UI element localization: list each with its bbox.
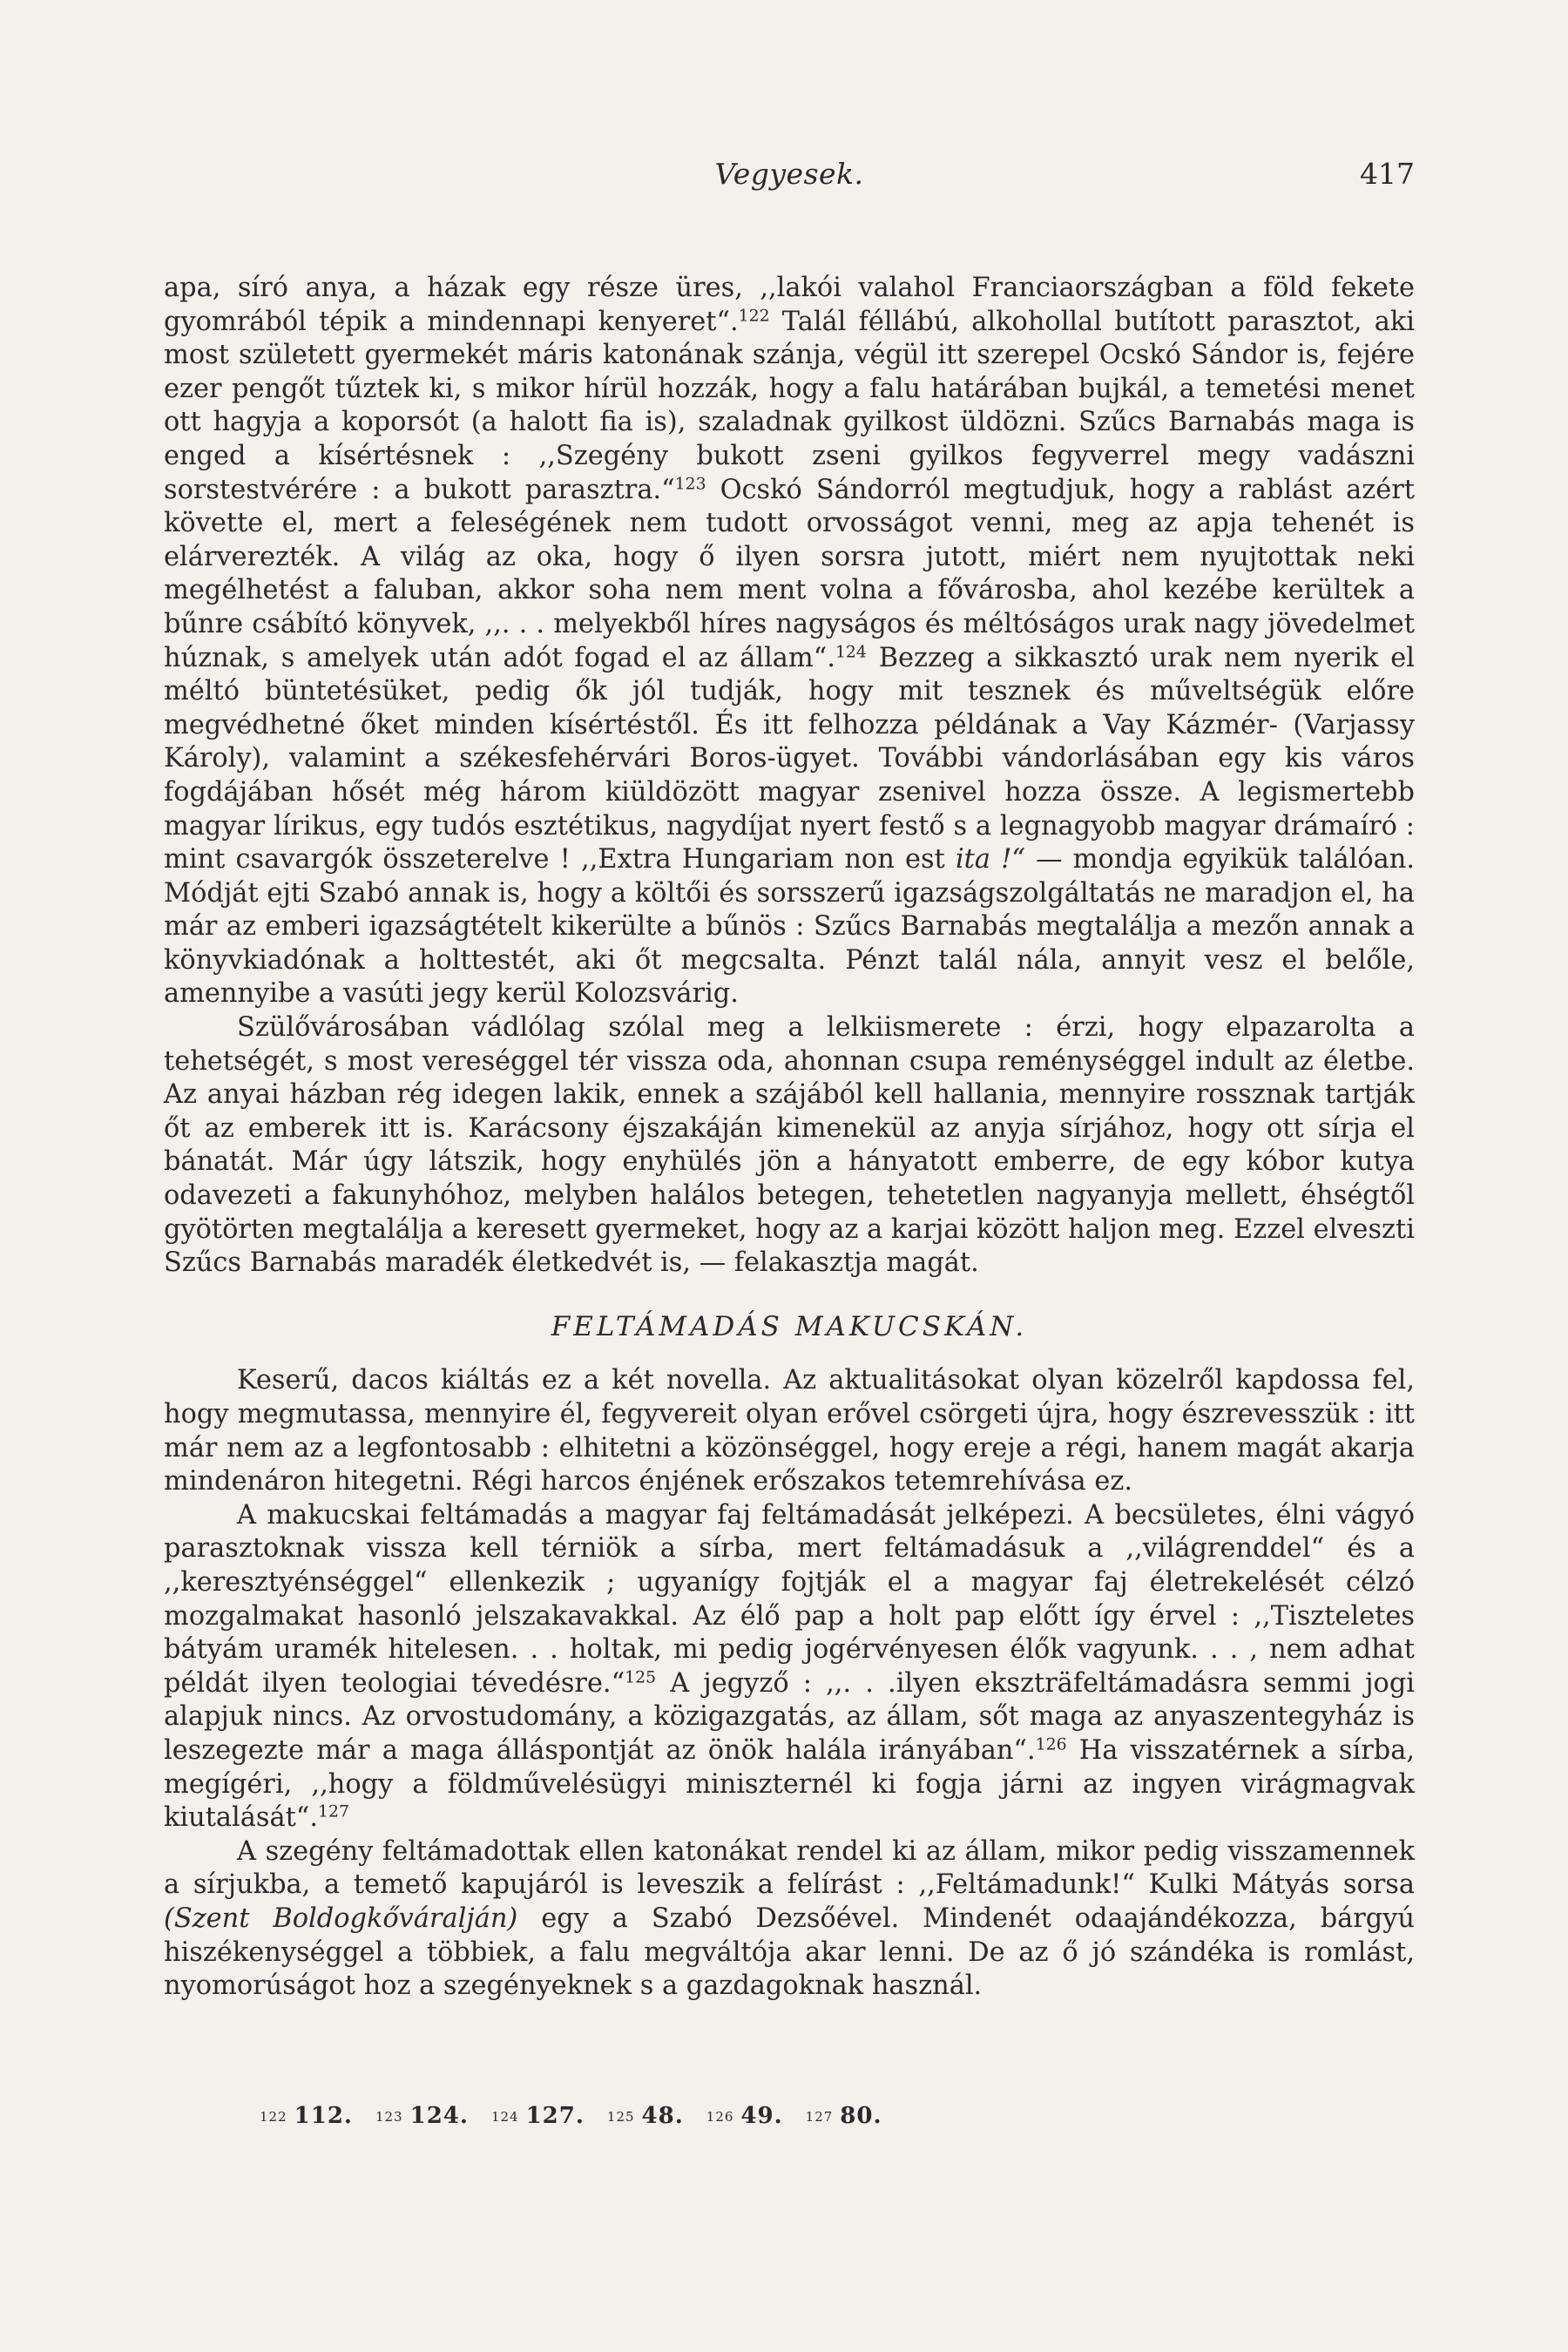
- footnote-marker: 123: [674, 475, 706, 494]
- footnote: [607, 2103, 684, 2129]
- page-number: 417: [1360, 157, 1415, 191]
- chapter-text: [164, 272, 1415, 1281]
- footnote-text: 127.: [525, 2103, 585, 2129]
- footnote-ref: 125: [606, 2109, 635, 2125]
- section-text: [164, 1364, 1415, 2003]
- paragraph: [164, 1499, 1415, 1835]
- footnote-text: 49.: [740, 2103, 783, 2129]
- footnote-text: 124.: [409, 2103, 469, 2129]
- text-run: Ocskó Sándorról megtudjuk, hogy a rablást azért követte el, mert a feleségének nem tudott orvosságot venni, meg az apja tehenét is elárverezték. A világ az oka, hogy ő ilyen sorsra jutott, miért nem nyujtottak neki megélhetést a faluban, akkor soha nem ment volna a fővárosba, ahol kezébe kerültek a bűnre csábító könyvek, ,,. . . melyekből híres nagyságos és méltóságos urak nagy jövedelmet húznak, s amelyek után adót fogad el az állam“.: [164, 474, 1415, 673]
- section-heading: FELTÁMADÁS MAKUCSKÁN.: [551, 1310, 1028, 1342]
- text-run: A jegyző : ,,. . .ilyen ekszträfeltámadásra semmi jogi alapjuk nincs. Az orvostudomány, a közigazgatás, az állam, sőt maga az anyaszentegyház is leszegezte már a maga álláspontját az önök halála irányában“.: [164, 1667, 1415, 1766]
- text-run: egy a Szabó Dezsőével. Mindenét odaajándékozza, bárgyú hiszékenységgel a többiek, a falu megváltója akar lenni. De az ő jó szándéka is romlást, nyomorúságot hoz a szegényeknek s a gazdagoknak használ.: [164, 1903, 1416, 2002]
- page-body: [164, 272, 1415, 2004]
- page-header: [164, 150, 1415, 199]
- text-run: Bezzeg a sikkasztó urak nem nyerik el méltó büntetésüket, pedig ők jól tudják, hogy mit tesznek és műveltségük előre megvédhetné őket minden kísértéstől. És itt felhozza példának a Vay Kázmér- (Varjassy Károly), valamint a székesfehérvári Boros-ügyet. További vándorlásában egy kis város fogdájában hősét még három kiüldözött magyar zsenivel hozza össze. A legismertebb magyar lírikus, egy tudós esztétikus, nagydíjat nyert festő s a legnagyobb magyar drámaíró : mint csavargók összeterelve ! ,,Extra Hungariam non est: [164, 642, 1415, 875]
- italic-text: ita !“: [955, 844, 1025, 875]
- text-run: — mondja egyikük találóan. Módját ejti Szabó annak is, hogy a költői és sorsszerű igazságszolgáltatás ne maradjon el, ha már az emberi igazságtételt kikerülte a bűnös : Szűcs Barnabás megtalálja a mezőn annak a könyvkiadónak a holttestét, aki őt megcsalta. Pénzt talál nála, annyit vesz el belőle, amennyibe a vasúti jegy kerül Kolozsvárig.: [164, 844, 1415, 1010]
- footnote-text: 80.: [840, 2103, 882, 2129]
- running-title: Vegyesek.: [714, 157, 864, 191]
- footnote-marker: 127: [318, 1802, 349, 1821]
- text-run: Ha visszatérnek a sírba, megígéri, ,,hogy a földművelésügyi miniszternél ki fogja járni az ingyen virágmagvak kiutalását“.: [164, 1734, 1415, 1834]
- paragraph: [164, 272, 1415, 1011]
- text-run: Keserű, dacos kiáltás ez a két novella. Az aktualitásokat olyan közelről kapdossa fel, hogy megmutassa, mennyire él, fegyvereit olyan erővel csörgeti újra, hogy észrevesszük : itt már nem az a legfontosabb : elhitetni a közönséggel, hogy ereje a régi, hanem magát akarja mindenáron hitegetni. Régi harcos énjének erőszakos tetemrehívása ez.: [164, 1365, 1415, 1497]
- footnote-ref: 122: [260, 2109, 287, 2125]
- footnote-text: 112.: [294, 2103, 353, 2129]
- footnote: [706, 2103, 783, 2129]
- italic-text: (Szent Boldogkőváralján): [164, 1903, 518, 1934]
- footnote-ref: 123: [375, 2109, 403, 2125]
- footnotes: [260, 2103, 1392, 2129]
- paragraph: [164, 1011, 1415, 1281]
- footnote-ref: 124: [490, 2109, 519, 2125]
- footnote-ref: 126: [706, 2109, 734, 2125]
- footnote-marker: 126: [1035, 1735, 1067, 1754]
- footnote-marker: 124: [835, 643, 867, 662]
- footnote-marker: 122: [738, 307, 770, 326]
- text-run: A szegény feltámadottak ellen katonákat rendel ki az állam, mikor pedig visszamennek a sírjukba, a temető kapujáról is leveszik a felírást : ,,Feltámadunk!“ Kulki Mátyás sorsa: [164, 1835, 1415, 1901]
- footnote: [806, 2103, 882, 2129]
- footnote-ref: 127: [805, 2109, 834, 2125]
- footnote: [260, 2103, 353, 2129]
- text-run: apa, síró anya, a házak egy része üres, ,,lakói valahol Franciaországban a föld fekete gyomrából tépik a mindennapi kenyeret“.: [164, 273, 1415, 337]
- footnote-text: 48.: [641, 2103, 684, 2129]
- text-run: A makucskai feltámadás a magyar faj feltámadását jelképezi. A becsületes, élni vágyó parasztoknak vissza kell térniök a sírba, mert feltámadásuk a ,,világrenddel“ és a ,,keresztyénséggel“ ellenkezik ; ugyanígy fojtják el a magyar faj életrekelését célzó mozgalmakat hasonló jelszakavakkal. Az élő pap a holt pap előtt így érvel : ,,Tiszteletes bátyám uramék hitelesen. . . holtak, mi pedig jogérvényesen élők vagyunk. . . , nem adhat példát ilyen teologiai tévedésre.“: [164, 1499, 1415, 1699]
- paragraph: [164, 1835, 1415, 2004]
- footnote-marker: 125: [625, 1668, 657, 1687]
- footnote: [375, 2103, 469, 2129]
- text-run: Szülővárosában vádlólag szólal meg a lelkiismerete : érzi, hogy elpazarolta a tehetségét, s most vereséggel tér vissza oda, ahonnan csupa reménységgel indult az életbe. Az anyai házban rég idegen lakik, ennek a szájából kell hallania, mennyire rossznak tartják őt az emberek itt is. Karácsony éjszakáján kimenekül az anyja sírjához, hogy ott sírja el bánatát. Már úgy látszik, hogy enyhülés jön a hányatott emberre, de egy kóbor kutya odavezeti a fakunyhóhoz, melyben halálos betegen, tehetetlen nagyanyja mellett, éhségtől gyötörten megtalálja a keresett gyermeket, hogy az a karjai között haljon meg. Ezzel elveszti Szűcs Barnabás maradék életkedvét is, — felakasztja magát.: [164, 1012, 1415, 1279]
- paragraph: [164, 1364, 1415, 1498]
- footnote: [491, 2103, 585, 2129]
- text-run: Talál féllábú, alkohollal butított parasztot, aki most született gyermekét máris katonának szánja, végül itt szerepel Ocskó Sándor is, fejére ezer pengőt tűztek ki, s mikor hírül hozzák, hogy a falu határában bujkál, a temetési menet ott hagyja a koporsót (a halott fia is), szaladnak gyilkost üldözni. Szűcs Barnabás maga is enged a kísértésnek : ,,Szegény bukott zseni gyilkos fegyverrel megy vadászni sorstestvérére : a bukott parasztra.“: [164, 306, 1415, 505]
